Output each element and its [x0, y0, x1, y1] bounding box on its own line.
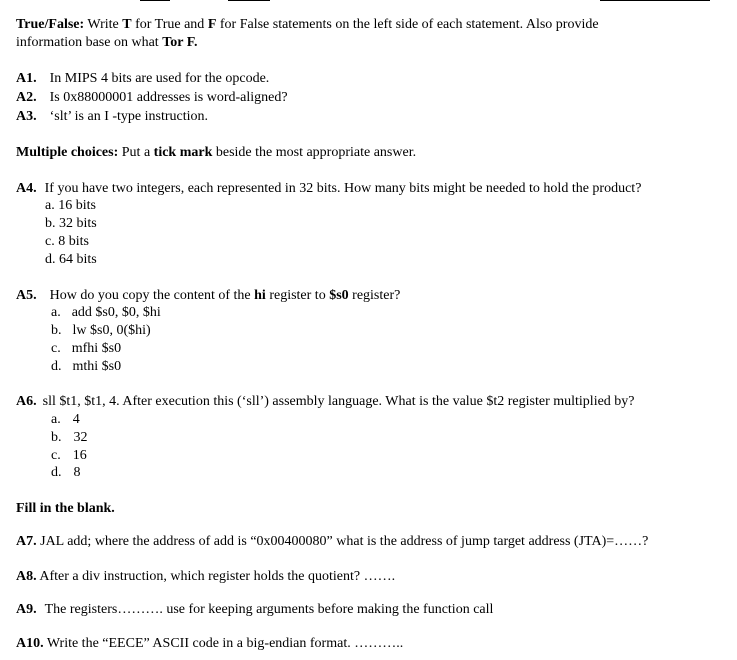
fill-blank-heading: Fill in the blank.	[16, 501, 115, 516]
multiple-choice-heading: Multiple choices:	[16, 145, 119, 160]
question-a1: A1. In MIPS 4 bits are used for the opcode.	[16, 71, 270, 86]
question-a6: A6. sll $t1, $t1, 4. After execution this (‘sll’) assembly language. What is the value $t2 register multiplied by?	[16, 394, 635, 409]
option-a6-c[interactable]: c. 16	[51, 448, 87, 463]
true-false-instructions: True/False: Write T for True and F for False statements on the left side of each statement. Also provide	[16, 17, 599, 32]
question-a9: A9. The registers………. use for keeping arguments before making the function call	[16, 602, 494, 617]
true-false-heading: True/False:	[16, 17, 85, 32]
option-a6-b[interactable]: b. 32	[51, 430, 88, 445]
question-a2: A2. Is 0x88000001 addresses is word-aligned?	[16, 90, 288, 105]
question-a3: A3. ‘slt’ is an I -type instruction.	[16, 109, 208, 124]
option-a4-b[interactable]: b. 32 bits	[45, 216, 97, 231]
question-a10: A10. Write the “EECE” ASCII code in a big-endian format. ………..	[16, 636, 404, 651]
question-a8: A8. After a div instruction, which register holds the quotient? …….	[16, 569, 396, 584]
page-top-rule	[0, 0, 737, 4]
question-a5: A5. How do you copy the content of the hi register to $s0 register?	[16, 288, 401, 303]
multiple-choice-instructions: Multiple choices: Put a tick mark beside the most appropriate answer.	[16, 145, 417, 160]
question-a4: A4. If you have two integers, each represented in 32 bits. How many bits might be needed to hold the product?	[16, 181, 642, 196]
option-a6-d[interactable]: d. 8	[51, 465, 81, 480]
option-a4-c[interactable]: c. 8 bits	[45, 234, 89, 249]
option-a5-c[interactable]: c. mfhi $s0	[51, 341, 122, 356]
option-a5-d[interactable]: d. mthi $s0	[51, 359, 122, 374]
option-a4-a[interactable]: a. 16 bits	[45, 198, 96, 213]
option-a5-a[interactable]: a. add $s0, $0, $hi	[51, 305, 161, 320]
option-a5-b[interactable]: b. lw $s0, 0($hi)	[51, 323, 151, 338]
option-a6-a[interactable]: a. 4	[51, 412, 80, 427]
question-a7: A7. JAL add; where the address of add is “0x00400080” what is the address of jump target address (JTA)=……?	[16, 534, 649, 549]
option-a4-d[interactable]: d. 64 bits	[45, 252, 97, 267]
true-false-instructions-line2: information base on what Tor F.	[16, 35, 198, 50]
